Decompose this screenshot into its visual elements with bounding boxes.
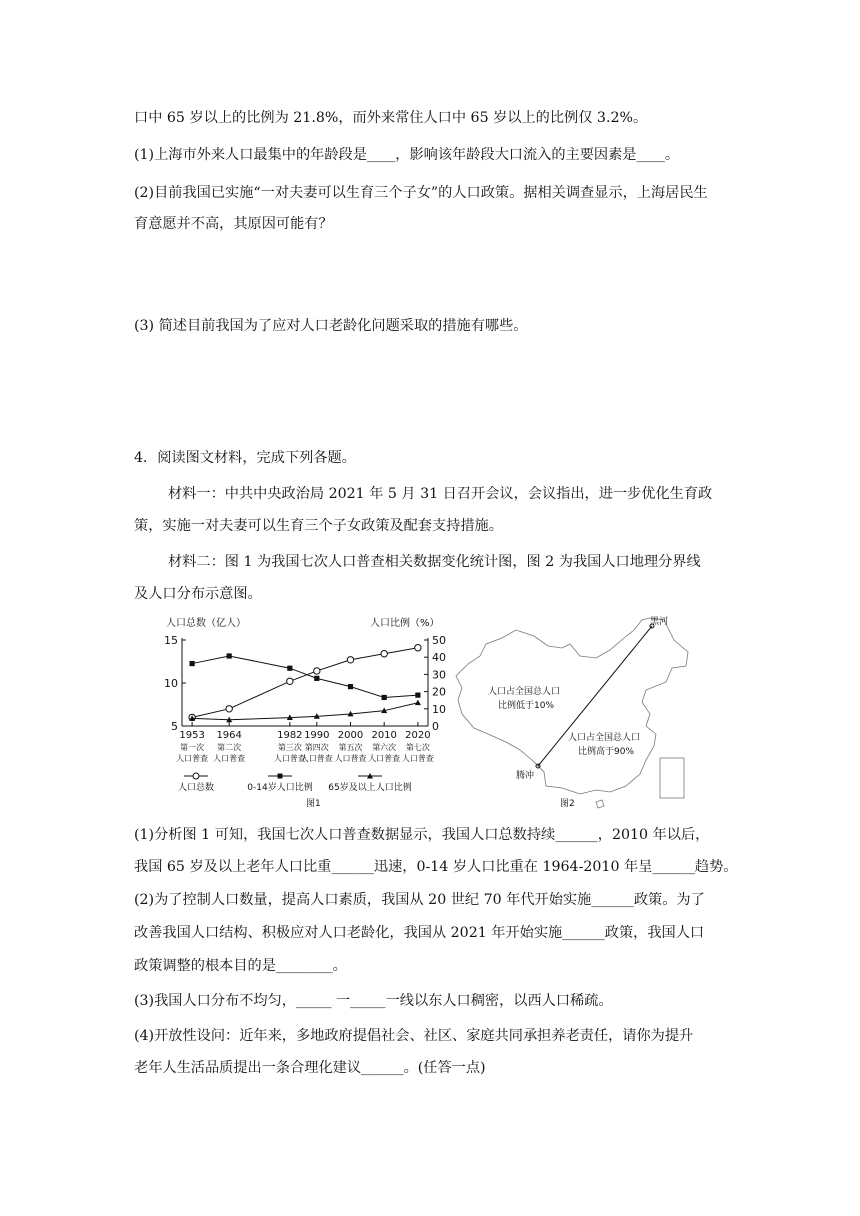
data-point-total <box>314 668 320 674</box>
x-tick-label: 2010 <box>371 730 397 741</box>
question-4-3: (3)我国人口分布不均匀，_____ 一_____一线以东人口稠密，以西人口稀疏。 <box>134 993 613 1009</box>
material-1-line1: 材料一：中共中央政治局 2021 年 5 月 31 日召开会议，会议指出，进一步优化生育政 <box>168 486 713 502</box>
series-line-2 <box>192 656 418 697</box>
population-chart <box>164 616 446 809</box>
census-label: 人口普查 <box>300 754 333 763</box>
question-4-2-line1: (2)为了控制人口数量，提高人口素质，我国从 20 世纪 70 年代开始实施______政策。为了 <box>134 892 705 908</box>
figure-1-caption: 图1 <box>306 799 321 809</box>
figure-area <box>160 610 720 814</box>
y-right-tick-label: 20 <box>432 685 446 699</box>
legend-label: 65岁及以上人口比例 <box>328 783 412 793</box>
census-label: 第四次 <box>304 743 329 752</box>
legend-label: 人口总数 <box>177 783 215 793</box>
heihe-label: 黑河 <box>650 617 669 627</box>
census-label: 第五次 <box>338 743 363 752</box>
question-4-4-line1: (4)开放性设问：近年来，多地政府提倡社会、社区、家庭共同承担养老责任，请你为提升 <box>134 1028 694 1044</box>
y-right-tick-label: 30 <box>432 668 446 682</box>
data-point-total <box>415 645 421 651</box>
census-label: 人口普查 <box>401 754 434 763</box>
y-right-tick-label: 50 <box>432 634 446 647</box>
data-point-total <box>347 657 353 663</box>
data-point-0-14 <box>287 666 292 671</box>
census-label: 人口普查 <box>176 754 209 763</box>
data-point-65plus <box>415 700 421 706</box>
east-population-label-2: 比例高于90% <box>578 747 635 757</box>
question-3-1: (1)上海市外来人口最集中的年龄段是____，影响该年龄段大口流入的主要因素是____。 <box>134 147 680 163</box>
x-tick-label: 2000 <box>337 730 364 741</box>
china-outline <box>456 618 688 794</box>
x-tick-label: 1982 <box>277 730 303 741</box>
china-map <box>456 616 688 809</box>
census-label: 第一次 <box>180 743 205 752</box>
legend-label: 0-14岁人口比例 <box>247 783 313 793</box>
data-point-0-14 <box>227 653 232 658</box>
question-4-1-line1: (1)分析图 1 可知，我国七次人口普查数据显示，我国人口总数持续______，2010 年以后， <box>134 827 710 843</box>
y-right-tick-label: 40 <box>432 651 446 665</box>
east-population-label-1: 人口占全国总人口 <box>568 733 641 743</box>
question-4-2-line3: 政策调整的根本目的是________。 <box>134 958 347 974</box>
census-label: 人口普查 <box>368 754 401 763</box>
x-tick-label: 1964 <box>216 730 242 741</box>
hainan-island <box>596 800 604 808</box>
x-tick-label: 2020 <box>405 730 431 741</box>
west-population-label-2: 比例低于10% <box>498 701 555 711</box>
data-point-0-14 <box>190 661 195 666</box>
legend-marker <box>193 773 199 779</box>
census-label: 人口普查 <box>213 754 246 763</box>
tengchong-label: 腾冲 <box>516 771 535 781</box>
legend-marker <box>278 774 283 779</box>
question-4-2-line2: 改善我国人口结构、积极应对人口老龄化，我国从 2021 年开始实施______政策，我国人口 <box>134 925 705 941</box>
question-3-2-line1: (2)目前我国已实施“一对夫妻可以生育三个子女”的人口政策。据相关调查显示，上海居民生 <box>134 185 708 201</box>
census-label: 第三次 <box>277 743 302 752</box>
west-population-label-1: 人口占全国总人口 <box>488 687 561 697</box>
census-label: 第七次 <box>405 743 430 752</box>
y-right-tick-label: 0 <box>432 720 439 733</box>
figure-2-caption: 图2 <box>560 799 575 809</box>
data-point-0-14 <box>348 684 353 689</box>
data-point-0-14 <box>382 695 387 700</box>
y-right-tick-label: 10 <box>432 702 446 716</box>
census-label: 人口普查 <box>334 754 367 763</box>
data-point-total <box>287 678 293 684</box>
south-china-sea-inset <box>660 758 684 798</box>
material-1-line2: 策，实施一对夫妻可以生育三个子女政策及配套支持措施。 <box>134 518 503 534</box>
question-4-1-line2: 我国 65 岁及以上老年人口比重______迅速，0-14 岁人口比重在 1964-2010 年呈______趋势。 <box>134 859 738 875</box>
material-2-line1: 材料二：图 1 为我国七次人口普查相关数据变化统计图，图 2 为我国人口地理分界线 <box>168 554 701 570</box>
data-point-total <box>381 651 387 657</box>
census-label: 人口普查 <box>273 754 306 763</box>
y-left-tick-label: 10 <box>164 677 178 690</box>
y-left-tick-label: 15 <box>164 634 178 647</box>
x-tick-label: 1953 <box>179 730 205 741</box>
text-line: 口中 65 岁以上的比例为 21.8%，而外来常住人口中 65 岁以上的比例仅 3.2%。 <box>134 110 648 126</box>
y-left-label: 人口总数（亿人） <box>166 618 246 629</box>
y-left-tick-label: 5 <box>171 720 178 733</box>
question-3-2-line2: 育意愿并不高，其原因可能有？ <box>134 216 333 232</box>
census-label: 第二次 <box>217 743 242 752</box>
census-label: 第六次 <box>372 743 397 752</box>
data-point-total <box>226 706 232 712</box>
y-right-label: 人口比例（%） <box>370 618 440 629</box>
x-tick-label: 1990 <box>304 730 330 741</box>
data-point-0-14 <box>415 693 420 698</box>
data-point-0-14 <box>314 676 319 681</box>
question-4-4-line2: 老年人生活品质提出一条合理化建议______。(任答一点) <box>134 1060 486 1076</box>
question-3-3: (3) 简述目前我国为了应对人口老龄化问题采取的措施有哪些。 <box>134 318 528 334</box>
question-4-heading: 4．阅读图文材料，完成下列各题。 <box>134 450 356 466</box>
material-2-line2: 及人口分布示意图。 <box>134 586 262 602</box>
